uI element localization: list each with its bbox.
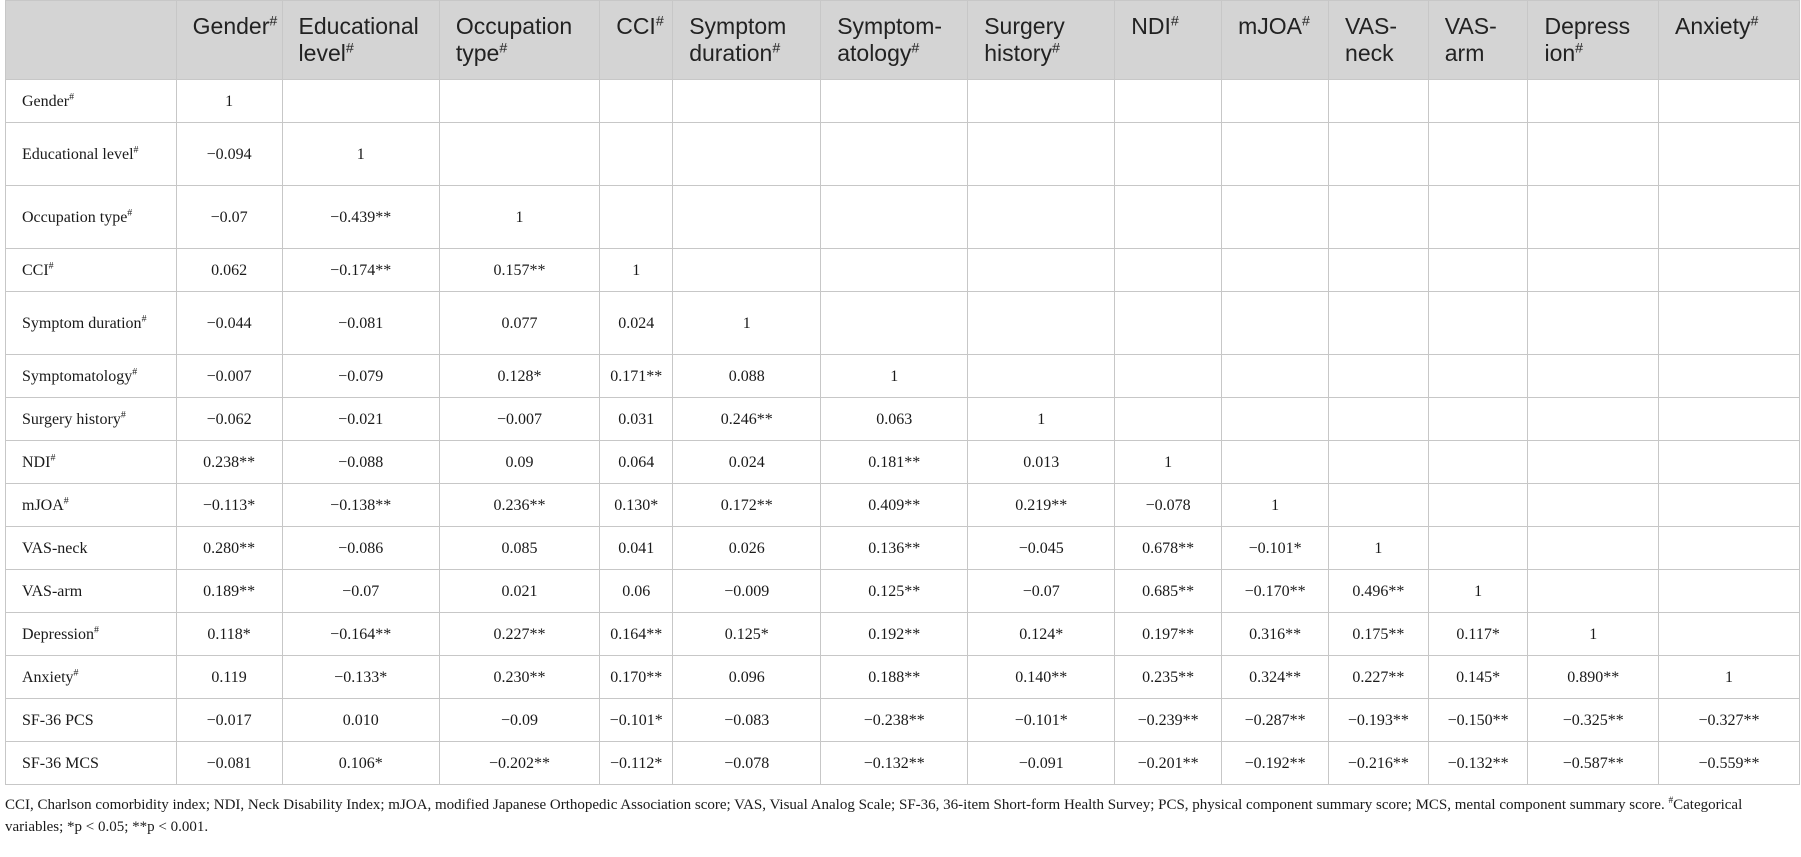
table-cell: 0.145* — [1428, 656, 1528, 699]
table-cell: 0.118* — [176, 613, 282, 656]
column-header: Gender# — [176, 1, 282, 80]
table-cell: −0.07 — [968, 570, 1115, 613]
table-cell — [1222, 80, 1329, 123]
header-row — [6, 1, 1800, 80]
table-row — [6, 398, 1800, 441]
table-cell: −0.017 — [176, 699, 282, 742]
row-header: Anxiety# — [6, 656, 177, 699]
table-cell — [968, 80, 1115, 123]
table-cell: −0.559** — [1659, 742, 1800, 785]
row-header: Gender# — [6, 80, 177, 123]
table-cell: −0.133* — [282, 656, 439, 699]
table-cell — [1659, 186, 1800, 249]
table-cell — [1329, 249, 1429, 292]
table-cell: 0.021 — [439, 570, 599, 613]
table-cell: 1 — [1659, 656, 1800, 699]
table-cell: −0.045 — [968, 527, 1115, 570]
table-cell — [1222, 123, 1329, 186]
table-cell — [1222, 249, 1329, 292]
table-cell — [968, 249, 1115, 292]
table-cell: 0.227** — [439, 613, 599, 656]
table-cell: 0.236** — [439, 484, 599, 527]
row-header: VAS-neck — [6, 527, 177, 570]
table-cell: −0.009 — [673, 570, 821, 613]
table-cell — [1528, 484, 1659, 527]
table-cell: −0.088 — [282, 441, 439, 484]
table-cell: 0.063 — [821, 398, 968, 441]
table-cell: −0.086 — [282, 527, 439, 570]
table-cell: −0.170** — [1222, 570, 1329, 613]
table-cell — [1428, 527, 1528, 570]
table-cell: 0.235** — [1115, 656, 1222, 699]
table-cell — [1528, 249, 1659, 292]
table-cell: 1 — [1115, 441, 1222, 484]
table-cell: −0.201** — [1115, 742, 1222, 785]
table-cell — [673, 123, 821, 186]
table-cell: −0.081 — [282, 292, 439, 355]
table-cell — [1528, 398, 1659, 441]
table-cell: 0.130* — [600, 484, 673, 527]
table-cell: −0.327** — [1659, 699, 1800, 742]
table-cell: −0.132** — [821, 742, 968, 785]
table-row — [6, 123, 1800, 186]
table-cell — [1528, 441, 1659, 484]
table-cell — [821, 249, 968, 292]
row-header: Occupation type# — [6, 186, 177, 249]
table-cell: −0.021 — [282, 398, 439, 441]
table-cell — [1528, 186, 1659, 249]
column-header: CCI# — [600, 1, 673, 80]
table-cell: 1 — [673, 292, 821, 355]
table-cell: −0.287** — [1222, 699, 1329, 742]
row-header: SF-36 MCS — [6, 742, 177, 785]
table-cell — [1428, 484, 1528, 527]
table-cell: 0.189** — [176, 570, 282, 613]
table-cell: 0.013 — [968, 441, 1115, 484]
table-cell: 0.125* — [673, 613, 821, 656]
table-row — [6, 742, 1800, 785]
table-cell — [1528, 527, 1659, 570]
table-cell: 0.238** — [176, 441, 282, 484]
table-cell: −0.007 — [176, 355, 282, 398]
table-cell — [1659, 80, 1800, 123]
table-cell: 1 — [282, 123, 439, 186]
row-header: CCI# — [6, 249, 177, 292]
column-header: Surgery history# — [968, 1, 1115, 80]
row-header: NDI# — [6, 441, 177, 484]
table-cell: 0.171** — [600, 355, 673, 398]
table-cell: −0.101* — [968, 699, 1115, 742]
table-row — [6, 613, 1800, 656]
table-cell: 0.324** — [1222, 656, 1329, 699]
table-cell: −0.138** — [282, 484, 439, 527]
table-cell — [439, 80, 599, 123]
table-cell: 0.409** — [821, 484, 968, 527]
table-cell: 0.119 — [176, 656, 282, 699]
table-cell — [282, 80, 439, 123]
row-header: VAS-arm — [6, 570, 177, 613]
table-cell — [1428, 123, 1528, 186]
table-row — [6, 292, 1800, 355]
table-row — [6, 699, 1800, 742]
table-cell: 1 — [439, 186, 599, 249]
table-row — [6, 249, 1800, 292]
row-header: SF-36 PCS — [6, 699, 177, 742]
table-cell — [1528, 123, 1659, 186]
table-cell: 0.09 — [439, 441, 599, 484]
table-cell: 0.117* — [1428, 613, 1528, 656]
table-cell — [1115, 80, 1222, 123]
table-cell: 0.010 — [282, 699, 439, 742]
table-cell: −0.078 — [1115, 484, 1222, 527]
table-cell: −0.081 — [176, 742, 282, 785]
table-cell: 0.230** — [439, 656, 599, 699]
table-cell: 0.140** — [968, 656, 1115, 699]
table-cell: −0.587** — [1528, 742, 1659, 785]
column-header: VAS-neck — [1329, 1, 1429, 80]
table-cell: 0.280** — [176, 527, 282, 570]
table-cell — [1659, 570, 1800, 613]
table-cell: 0.106* — [282, 742, 439, 785]
table-cell — [1329, 441, 1429, 484]
table-cell: −0.101* — [1222, 527, 1329, 570]
table-cell — [1659, 613, 1800, 656]
table-body — [6, 80, 1800, 785]
column-header: Educational level# — [282, 1, 439, 80]
table-cell — [1528, 80, 1659, 123]
row-header: mJOA# — [6, 484, 177, 527]
table-cell: 0.031 — [600, 398, 673, 441]
table-cell: 0.219** — [968, 484, 1115, 527]
table-cell: 1 — [1428, 570, 1528, 613]
table-cell: −0.083 — [673, 699, 821, 742]
column-header: VAS-arm — [1428, 1, 1528, 80]
table-cell — [600, 80, 673, 123]
table-cell: −0.094 — [176, 123, 282, 186]
table-cell: −0.164** — [282, 613, 439, 656]
table-cell — [1115, 249, 1222, 292]
table-cell: 0.890** — [1528, 656, 1659, 699]
column-header: Symptom-atology# — [821, 1, 968, 80]
table-cell: −0.239** — [1115, 699, 1222, 742]
table-cell — [673, 80, 821, 123]
table-cell — [1329, 292, 1429, 355]
table-cell — [1659, 355, 1800, 398]
column-header: mJOA# — [1222, 1, 1329, 80]
table-cell — [1528, 292, 1659, 355]
table-cell: 1 — [821, 355, 968, 398]
column-header: NDI# — [1115, 1, 1222, 80]
table-cell — [1115, 292, 1222, 355]
table-cell: −0.202** — [439, 742, 599, 785]
column-header: Depress ion# — [1528, 1, 1659, 80]
table-cell — [1659, 249, 1800, 292]
row-header: Symptomatology# — [6, 355, 177, 398]
table-cell: −0.150** — [1428, 699, 1528, 742]
table-cell: −0.101* — [600, 699, 673, 742]
table-cell — [1528, 355, 1659, 398]
table-cell — [673, 249, 821, 292]
table-cell: −0.09 — [439, 699, 599, 742]
column-header: Anxiety# — [1659, 1, 1800, 80]
table-cell — [968, 355, 1115, 398]
table-cell: 0.024 — [600, 292, 673, 355]
table-row — [6, 80, 1800, 123]
table-cell — [1222, 355, 1329, 398]
table-cell — [1659, 441, 1800, 484]
table-cell: 0.064 — [600, 441, 673, 484]
table-cell: 0.246** — [673, 398, 821, 441]
table-cell: 1 — [1528, 613, 1659, 656]
table-cell — [821, 186, 968, 249]
column-header: Symptom duration# — [673, 1, 821, 80]
table-cell — [1659, 484, 1800, 527]
table-cell — [1329, 80, 1429, 123]
table-cell: 0.227** — [1329, 656, 1429, 699]
table-cell — [821, 80, 968, 123]
table-cell: 0.678** — [1115, 527, 1222, 570]
table-cell: 0.172** — [673, 484, 821, 527]
table-cell: 0.077 — [439, 292, 599, 355]
table-cell: −0.192** — [1222, 742, 1329, 785]
table-cell — [968, 123, 1115, 186]
table-cell: 0.181** — [821, 441, 968, 484]
table-cell: 0.06 — [600, 570, 673, 613]
table-cell: −0.078 — [673, 742, 821, 785]
row-header: Symptom duration# — [6, 292, 177, 355]
table-row — [6, 527, 1800, 570]
table-cell: 0.041 — [600, 527, 673, 570]
table-cell — [1329, 186, 1429, 249]
table-cell — [1428, 292, 1528, 355]
table-cell: 0.024 — [673, 441, 821, 484]
table-cell — [1428, 355, 1528, 398]
table-cell — [1428, 249, 1528, 292]
table-cell — [1329, 123, 1429, 186]
table-cell: 0.026 — [673, 527, 821, 570]
table-cell: 0.136** — [821, 527, 968, 570]
table-cell: −0.174** — [282, 249, 439, 292]
table-cell — [821, 123, 968, 186]
table-cell: 0.124* — [968, 613, 1115, 656]
table-cell: 0.175** — [1329, 613, 1429, 656]
table-cell — [1659, 292, 1800, 355]
table-cell — [600, 123, 673, 186]
table-cell: 1 — [600, 249, 673, 292]
table-cell — [1528, 570, 1659, 613]
table-cell — [968, 292, 1115, 355]
row-header: Educational level# — [6, 123, 177, 186]
table-cell: −0.238** — [821, 699, 968, 742]
table-cell: 0.188** — [821, 656, 968, 699]
table-cell — [1222, 441, 1329, 484]
table-row — [6, 656, 1800, 699]
table-cell: −0.091 — [968, 742, 1115, 785]
table-cell — [600, 186, 673, 249]
table-cell — [1329, 398, 1429, 441]
table-footnote: CCI, Charlson comorbidity index; NDI, Neck Disability Index; mJOA, modified Japanese Orthopedic Association score; VAS, Visual Analog Scale; SF-36, 36-item Short-form Health Survey; PCS, physical component summary score; MCS, mental component summary score. #Categorical variables; *p < 0.05; **p < 0.001. — [5, 796, 1743, 835]
column-header: Occupation type# — [439, 1, 599, 80]
table-cell — [1222, 398, 1329, 441]
table-cell: 0.125** — [821, 570, 968, 613]
table-cell — [1115, 355, 1222, 398]
table-cell: 1 — [1222, 484, 1329, 527]
table-cell: −0.325** — [1528, 699, 1659, 742]
table-cell: −0.112* — [600, 742, 673, 785]
table-cell: 0.096 — [673, 656, 821, 699]
table-cell: −0.113* — [176, 484, 282, 527]
table-cell: −0.07 — [176, 186, 282, 249]
table-cell — [968, 186, 1115, 249]
table-row — [6, 484, 1800, 527]
table-cell: 0.062 — [176, 249, 282, 292]
table-cell — [1428, 80, 1528, 123]
table-row — [6, 441, 1800, 484]
table-cell — [1222, 292, 1329, 355]
table-cell: 0.088 — [673, 355, 821, 398]
table-row — [6, 186, 1800, 249]
table-cell: −0.216** — [1329, 742, 1429, 785]
table-cell — [673, 186, 821, 249]
table-cell: 0.192** — [821, 613, 968, 656]
table-cell — [1659, 398, 1800, 441]
row-header: Surgery history# — [6, 398, 177, 441]
table-cell — [1222, 186, 1329, 249]
table-cell: 0.157** — [439, 249, 599, 292]
table-cell: −0.07 — [282, 570, 439, 613]
table-row — [6, 570, 1800, 613]
table-cell — [1115, 186, 1222, 249]
table-cell: 0.496** — [1329, 570, 1429, 613]
table-cell: −0.079 — [282, 355, 439, 398]
table-cell: 0.085 — [439, 527, 599, 570]
table-cell: 0.197** — [1115, 613, 1222, 656]
table-cell: 1 — [968, 398, 1115, 441]
table-cell — [1659, 527, 1800, 570]
table-cell: 1 — [1329, 527, 1429, 570]
header-corner-cell — [6, 1, 177, 80]
table-row — [6, 355, 1800, 398]
table-cell: 0.170** — [600, 656, 673, 699]
table-cell — [1659, 123, 1800, 186]
table-cell: −0.132** — [1428, 742, 1528, 785]
row-header: Depression# — [6, 613, 177, 656]
table-cell — [1329, 355, 1429, 398]
table-cell: 0.128* — [439, 355, 599, 398]
table-cell: 0.685** — [1115, 570, 1222, 613]
table-cell: 1 — [176, 80, 282, 123]
table-cell — [1428, 398, 1528, 441]
table-header — [6, 1, 1800, 80]
table-cell — [1329, 484, 1429, 527]
table-cell — [1115, 123, 1222, 186]
table-cell — [1428, 186, 1528, 249]
table-cell: −0.044 — [176, 292, 282, 355]
table-cell — [1115, 398, 1222, 441]
table-cell: 0.316** — [1222, 613, 1329, 656]
table-cell: −0.439** — [282, 186, 439, 249]
table-cell: −0.062 — [176, 398, 282, 441]
correlation-table — [5, 0, 1800, 785]
table-cell — [821, 292, 968, 355]
table-cell — [439, 123, 599, 186]
table-cell — [1428, 441, 1528, 484]
table-cell: −0.193** — [1329, 699, 1429, 742]
table-cell: 0.164** — [600, 613, 673, 656]
table-cell: −0.007 — [439, 398, 599, 441]
